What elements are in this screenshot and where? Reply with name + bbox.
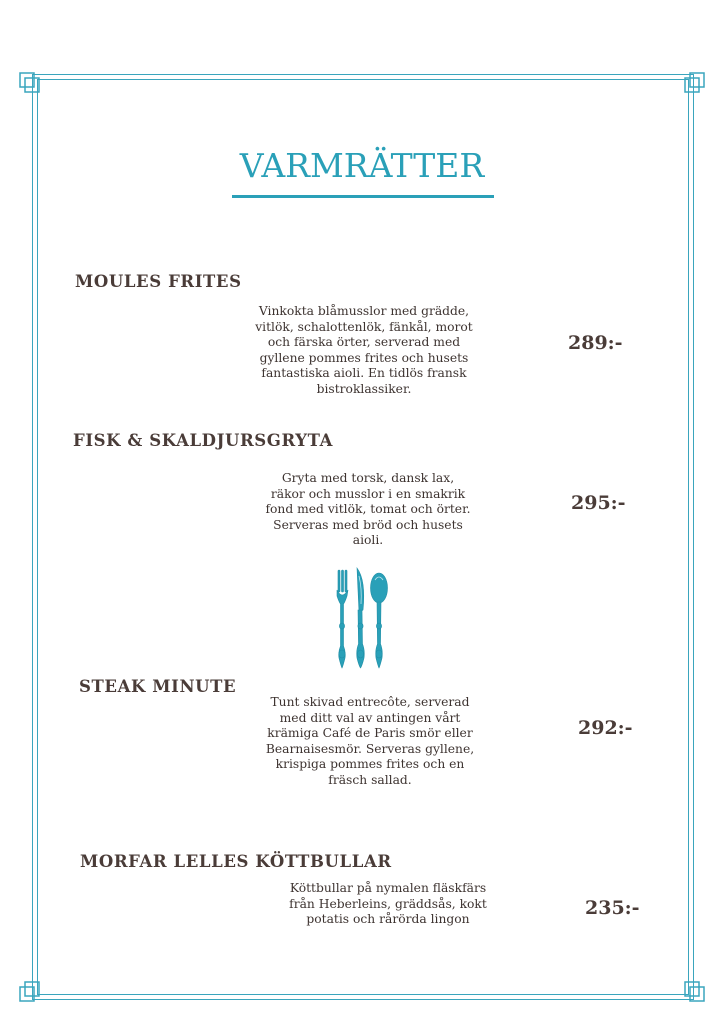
dish-name: MOULES FRITES <box>75 272 242 291</box>
dish-price: 295:- <box>571 492 626 514</box>
dish-description: Gryta med torsk, dansk lax, räkor och musslor i en smakrik fond med vitlök, tomat och örter. Serveras med bröd och husets aioli. <box>265 471 471 548</box>
corner-ornament-bottom-right <box>679 976 705 1002</box>
dish-name: FISK & SKALDJURSGRYTA <box>73 431 334 450</box>
dish-name: STEAK MINUTE <box>79 677 237 696</box>
corner-ornament-bottom-left <box>19 976 45 1002</box>
dish-description: Vinkokta blåmusslor med grädde, vitlök, schalottenlök, fänkål, morot och färska örter, serverad med gyllene pommes frites och husets fantastiska aioli. En tidlös fransk bistroklassiker. <box>255 304 473 396</box>
dish-description: Köttbullar på nymalen fläskfärs från Heberleins, gräddsås, kokt potatis och rårörda lingon <box>289 881 487 927</box>
dish-price: 289:- <box>568 332 623 354</box>
title-underline <box>232 195 494 198</box>
corner-ornament-top-right <box>679 72 705 98</box>
cutlery-icon <box>330 566 392 670</box>
dish-name: MORFAR LELLES KÖTTBULLAR <box>80 852 392 871</box>
page-title: VARMRÄTTER <box>239 146 485 185</box>
dish-description: Tunt skivad entrecôte, serverad med ditt val av antingen vårt krämiga Café de Paris smör eller Bearnaisesmör. Serveras gyllene, krispiga pommes frites och en fräsch sallad. <box>265 695 475 787</box>
dish-price: 292:- <box>578 717 633 739</box>
dish-price: 235:- <box>585 897 640 919</box>
corner-ornament-top-left <box>19 72 45 98</box>
